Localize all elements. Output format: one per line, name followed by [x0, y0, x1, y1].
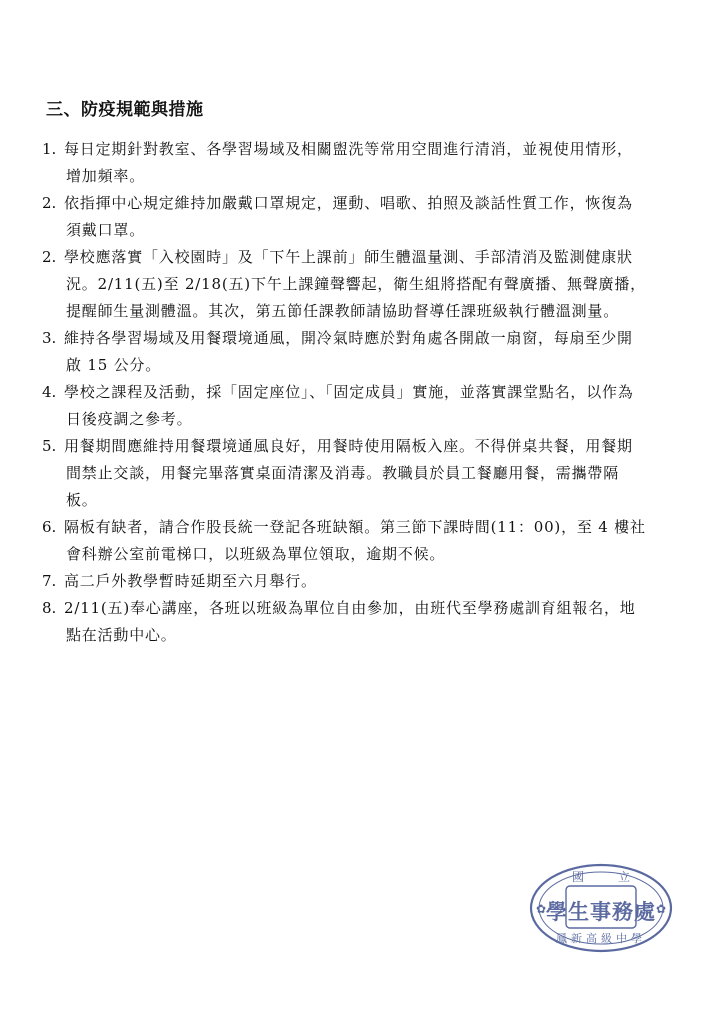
item-text-line: 日後疫調之參考。 [66, 410, 193, 428]
item-number: 7. [42, 572, 57, 590]
item-text-line: 啟 15 公分。 [66, 356, 162, 374]
item-number: 2. [42, 194, 57, 212]
list-item [42, 433, 682, 514]
item-text-line: 會科辦公室前電梯口，以班級為單位領取，逾期不候。 [66, 545, 446, 563]
seal-bottom-text: 鳳新高級中學 [556, 932, 646, 945]
list-item [42, 136, 682, 190]
item-text-line: 須戴口罩。 [66, 221, 146, 239]
item-text-line: 間禁止交談，用餐完畢落實桌面清潔及消毒。教職員於員工餐廳用餐，需攜帶隔 [66, 464, 620, 482]
item-text-line: 用餐期間應維持用餐環境通風良好，用餐時使用隔板入座。不得併桌共餐，用餐期 [64, 437, 633, 455]
item-text-line: 提醒師生量測體溫。其次，第五節任課教師請協助督導任課班級執行體溫測量。 [66, 302, 620, 320]
item-text-line: 高二戶外教學暫時延期至六月舉行。 [64, 572, 317, 590]
list-item [42, 595, 682, 649]
item-number: 4. [42, 383, 57, 401]
item-number: 3. [42, 329, 57, 347]
office-seal [528, 862, 674, 954]
item-text-line: 況。2/11(五)至 2/18(五)下午上課鐘聲響起，衛生組將搭配有聲廣播、無聲廣播， [66, 275, 646, 293]
section-heading: 三、防疫規範與措施 [46, 100, 204, 120]
item-text-line: 板。 [66, 491, 98, 509]
svg-text:✿: ✿ [535, 902, 547, 916]
list-item [42, 190, 682, 244]
svg-text:✿: ✿ [655, 902, 667, 916]
item-text-line: 學校之課程及活動，採「固定座位」、「固定成員」實施，並落實課堂點名，以作為 [64, 383, 634, 401]
list-item [42, 244, 682, 325]
item-text-line: 2/11(五)奉心講座，各班以班級為單位自由參加，由班代至學務處訓育組報名，地 [64, 599, 636, 617]
seal-top-text: 國立 [571, 870, 664, 884]
list-item [42, 379, 682, 433]
measures-list [42, 136, 682, 649]
item-text-line: 每日定期針對教室、各學習場域及相關盥洗等常用空間進行清消，並視使用情形， [64, 140, 633, 158]
item-number: 6. [42, 518, 57, 536]
item-number: 2. [42, 248, 57, 266]
item-number: 5. [42, 437, 57, 455]
list-item [42, 325, 682, 379]
item-number: 1. [42, 140, 57, 158]
seal-center-text: 學生事務處 [546, 899, 656, 924]
item-text-line: 隔板有缺者，請合作股長統一登記各班缺額。第三節下課時間(11：00)，至 4 樓社 [64, 518, 646, 536]
item-text-line: 依指揮中心規定維持加嚴戴口罩規定，運動、唱歌、拍照及談話性質工作，恢復為 [64, 194, 633, 212]
item-number: 8. [42, 599, 57, 617]
list-item [42, 514, 682, 568]
item-text-line: 點在活動中心。 [66, 626, 177, 644]
item-text-line: 學校應落實「入校園時」及「下午上課前」師生體溫量測、手部清消及監測健康狀 [64, 248, 633, 266]
item-text-line: 增加頻率。 [66, 167, 146, 185]
item-text-line: 維持各學習場域及用餐環境通風，開冷氣時應於對角處各開啟一扇窗，每扇至少開 [64, 329, 633, 347]
list-item [42, 568, 682, 595]
